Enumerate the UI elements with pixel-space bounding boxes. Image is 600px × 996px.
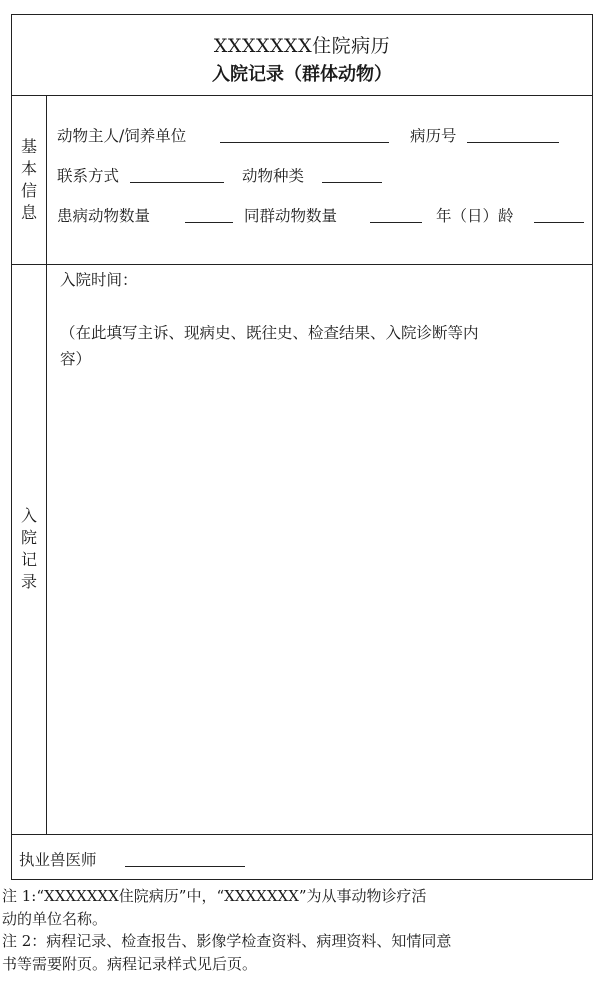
record-title: XXXXXXX住院病历 [213, 35, 391, 57]
notes [2, 885, 598, 975]
header-divider [12, 95, 592, 96]
note-2-line-2: 书等需要附页。病程记录样式见后页。 [2, 954, 258, 973]
sick-animal-count-field[interactable] [185, 222, 233, 223]
owner-field[interactable] [220, 142, 389, 143]
owner-label: 动物主人/饲养单位 [57, 127, 187, 145]
vet-label: 执业兽医师 [19, 851, 97, 869]
admission-time-label: 入院时间： [60, 271, 138, 289]
group-animal-count-field[interactable] [370, 222, 422, 223]
age-label: 年（日）龄 [436, 207, 514, 225]
section-char: 入 [20, 506, 37, 525]
label-column-divider [46, 96, 47, 834]
section-char: 信 [20, 181, 37, 200]
section-char: 息 [20, 203, 37, 222]
basic-info-section-label [12, 96, 46, 264]
section-char: 院 [20, 528, 37, 547]
section-char: 本 [20, 159, 37, 178]
section-char: 录 [20, 572, 37, 591]
vet-signature-field[interactable] [125, 866, 245, 867]
admission-instruction-line2: 容） [60, 350, 92, 368]
admission-record-form [11, 14, 593, 880]
sick-animal-count-label: 患病动物数量 [57, 207, 151, 225]
section-char: 基 [20, 137, 37, 156]
note-1-line-2: 动的单位名称。 [2, 909, 108, 928]
admission-section-label [12, 265, 46, 833]
record-subtitle: 入院记录（群体动物） [212, 64, 392, 85]
basic-info-divider [12, 264, 592, 265]
species-field[interactable] [322, 182, 382, 183]
section-char: 记 [20, 550, 37, 569]
contact-label: 联系方式 [57, 167, 120, 185]
note-1-line-1: 注 1:“XXXXXXX住院病历”中，“XXXXXXX”为从事动物诊疗活 [2, 887, 427, 905]
note-2-line-1: 注 2：病程记录、检查报告、影像学检查资料、病理资料、知情同意 [2, 932, 452, 950]
record-number-label: 病历号 [410, 127, 457, 145]
record-number-field[interactable] [467, 142, 559, 143]
age-field[interactable] [534, 222, 584, 223]
admission-instruction-line1: （在此填写主诉、现病史、既往史、检查结果、入院诊断等内 [60, 324, 479, 342]
contact-field[interactable] [130, 182, 224, 183]
group-animal-count-label: 同群动物数量 [244, 207, 338, 225]
admission-divider [12, 834, 592, 835]
species-label: 动物种类 [242, 167, 305, 185]
